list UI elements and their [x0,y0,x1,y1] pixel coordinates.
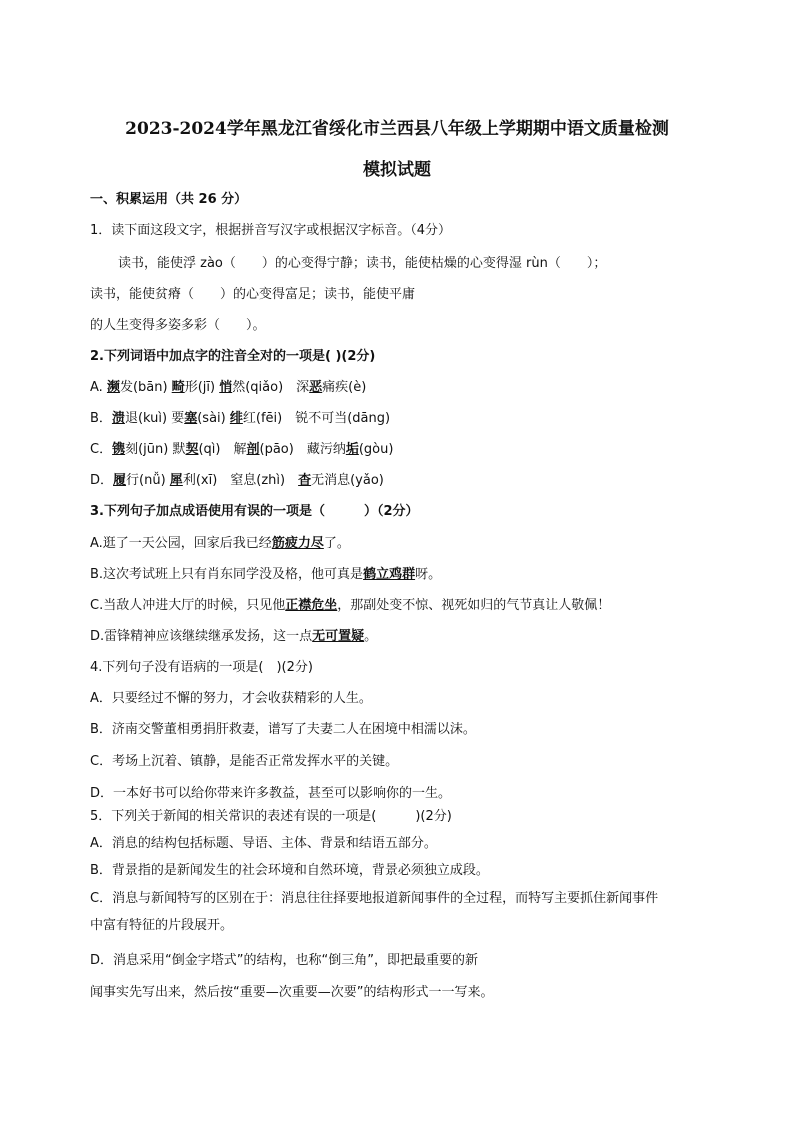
q5-option-c-line2: 中富有特征的片段展开。 [90,918,234,933]
dotted-char: 恶 [309,380,323,395]
option-text: D.雷锋精神应该继续继承发扬，这一点 [90,629,313,644]
option-text: C.当敌人冲进大厅的时候，只见他 [90,598,286,613]
q5-stem: 5．下列关于新闻的相关常识的表述有误的一项是( )(2分) [90,809,452,824]
option-text: 。 [364,629,378,644]
q2-stem: 2.下列词语中加点字的注音全对的一项是( )(2分) [90,349,376,364]
q3-stem: 3.下列句子加点成语使用有误的一项是（ ）（2分） [90,504,419,519]
q3-option-b [90,566,441,584]
dotted-char: 畸 [171,380,185,395]
section-heading: 一、积累运用（共 26 分） [90,192,248,207]
option-text: 退(kuì) 要 [124,411,185,426]
option-text: 刻(jūn) 默 [125,442,186,457]
q1-passage-line3: 的人生变得多姿多彩（ ）。 [90,318,266,333]
option-text: 呀。 [415,567,442,582]
dotted-char: 悄 [219,380,233,395]
option-label: A. [90,380,107,395]
exam-title-line2: 模拟试题 [363,160,431,180]
dotted-char: 绯 [229,411,243,426]
q5-option-a: A．消息的结构包括标题、导语、主体、背景和结语五部分。 [90,836,437,851]
q2-option-b [90,410,390,428]
q5-option-d-line2: 闻事实先写出来，然后按“重要—次重要—次要”的结构形式一一写来。 [90,985,494,1000]
dotted-char: 溃 [111,411,125,426]
q5-option-c-line1: C．消息与新闻特写的区别在于：消息往往择要地报道新闻事件的全过程，而特写主要抓住新闻事件 [90,891,659,906]
dotted-char: 濒 [106,380,120,395]
q2-option-c [90,441,393,459]
option-text: (sài) [197,411,230,426]
q2-option-a [90,379,366,397]
option-text: 形(jī) [184,380,220,395]
q3-option-c [90,597,610,615]
option-text: 无消息(yǎo) [311,473,384,488]
q3-option-d [90,628,377,646]
option-text: (gòu) [358,442,394,457]
dotted-char: 镌 [112,442,126,457]
option-text: 发(bān) [119,380,172,395]
option-text: (qì) 解 [198,442,247,457]
q2-option-d [90,472,384,490]
dotted-idiom: 鹤立鸡群 [363,567,416,582]
option-text: 利(xī) 窒息(zhì) [182,473,299,488]
dotted-char: 犀 [169,473,183,488]
option-text: B.这次考试班上只有肖东同学没及格，他可真是 [90,567,364,582]
dotted-char: 塞 [184,411,198,426]
q5-option-b: B．背景指的是新闻发生的社会环境和自然环境，背景必须独立成段。 [90,863,489,878]
q5-option-d-line1: D．消息采用“倒金字塔式”的结构，也称“倒三角”，即把最重要的新 [90,953,478,968]
q3-option-a [90,535,350,553]
dotted-idiom: 无可置疑 [312,629,365,644]
option-text: 了。 [323,536,350,551]
option-text: A.逛了一天公园，回家后我已经 [90,536,272,551]
dotted-char: 杳 [298,473,312,488]
dotted-char: 剖 [246,442,260,457]
option-text: 然(qiǎo) 深 [232,380,310,395]
dotted-idiom: 筋疲力尽 [271,536,324,551]
exam-title-line1: 2023-2024学年黑龙江省绥化市兰西县八年级上学期期中语文质量检测 [125,119,669,139]
option-text: (pāo) 藏污纳 [259,442,346,457]
q1-passage-line1: 读书，能使浮 zào（ ）的心变得宁静；读书，能使枯燥的心变得湿 rùn（ ）； [118,256,607,271]
dotted-idiom: 正襟危坐 [285,598,338,613]
option-label: C． [90,442,113,457]
q4-option-d: D．一本好书可以给你带来许多教益，甚至可以影响你的一生。 [90,786,452,801]
q4-option-b: B．济南交警董相勇捐肝救妻，谱写了夫妻二人在困境中相濡以沫。 [90,722,476,737]
option-text: 痛疾(è) [322,380,367,395]
option-text: ，那副处变不惊、视死如归的气节真让人敬佩！ [337,598,611,613]
dotted-char: 契 [185,442,199,457]
option-label: D． [90,473,114,488]
q1-passage-line2: 读书，能使贫瘠（ ）的心变得富足；读书，能使平庸 [90,287,416,302]
q1-stem: 1．读下面这段文字，根据拼音写汉字或根据汉字标音。（4分） [90,223,452,238]
dotted-char: 垢 [345,442,359,457]
q4-option-a: A．只要经过不懈的努力，才会收获精彩的人生。 [90,691,372,706]
dotted-char: 履 [113,473,127,488]
option-text: 行(nǚ) [126,473,170,488]
option-label: B． [90,411,112,426]
option-text: 红(fēi) 锐不可当(dāng) [242,411,391,426]
q4-stem: 4.下列句子没有语病的一项是( )(2分) [90,660,313,675]
q4-option-c: C．考场上沉着、镇静，是能否正常发挥水平的关键。 [90,754,399,769]
